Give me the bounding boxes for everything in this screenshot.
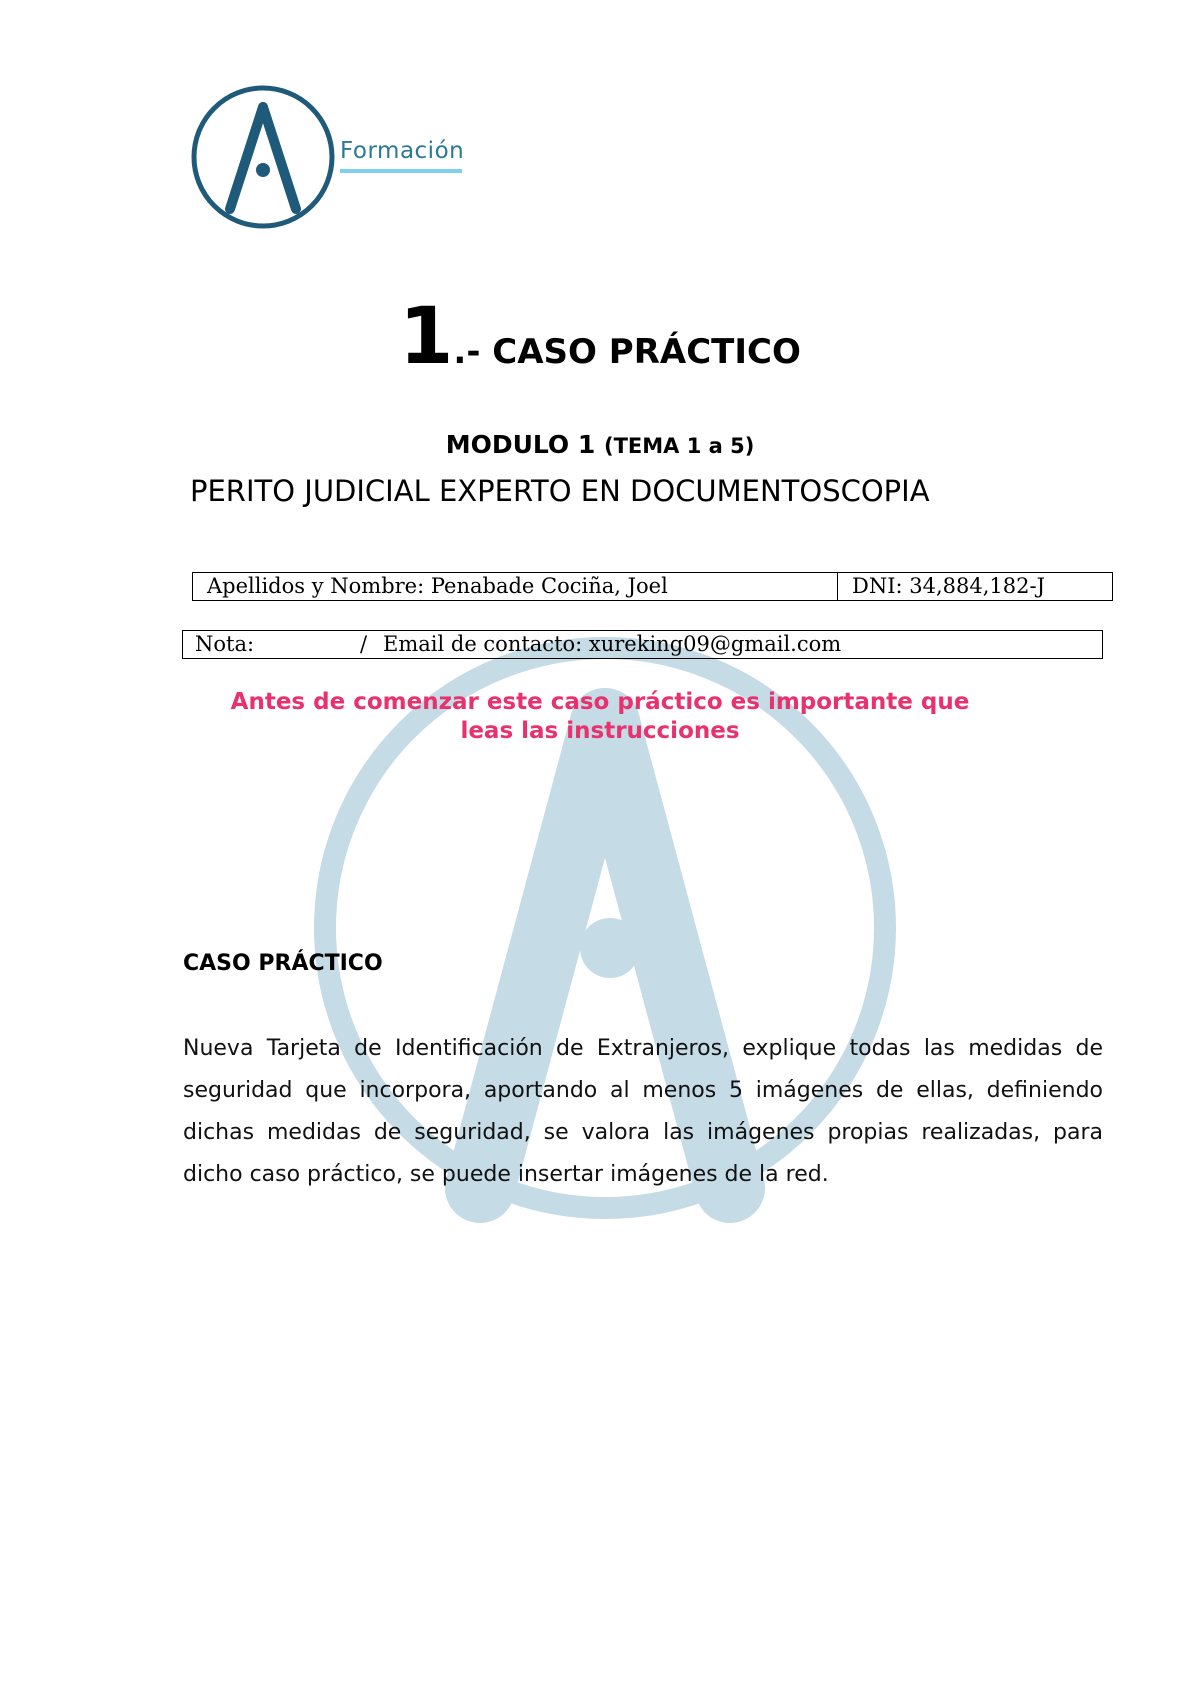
module-heading — [0, 430, 1200, 459]
warning-line-1: Antes de comenzar este caso práctico es importante que — [230, 689, 970, 715]
student-info-row — [192, 572, 1113, 601]
warning-line-2: leas las instrucciones — [460, 718, 740, 744]
logo-a-icon — [190, 82, 340, 232]
grade-slash: / — [360, 632, 368, 656]
module-label: MODULO 1 — [445, 430, 604, 459]
logo-underline — [340, 169, 462, 173]
logo-brand-text: Formación — [340, 138, 465, 164]
grade-label: Nota: — [195, 632, 255, 656]
module-topics: (TEMA 1 a 5) — [603, 434, 755, 458]
instructions-warning — [0, 688, 1200, 746]
title-text: .- CASO PRÁCTICO — [453, 332, 801, 372]
title-number: 1 — [399, 292, 454, 382]
course-title: PERITO JUDICIAL EXPERTO EN DOCUMENTOSCOPIA — [190, 474, 930, 508]
section-body: Nueva Tarjeta de Identificación de Extranjeros, explique todas las medidas de seguridad que incorpora, aportando al menos 5 imágenes de ellas, definiendo dichas medidas de seguridad, se valora las imágenes propias realizadas, para dicho caso práctico, se puede insertar imágenes de la red. — [183, 1036, 1103, 1187]
page-title — [0, 292, 1200, 382]
contact-email: Email de contacto: xureking09@gmail.com — [383, 632, 842, 656]
student-name: Apellidos y Nombre: Penabade Cociña, Joel — [193, 573, 838, 600]
student-dni: DNI: 34,884,182-J — [852, 574, 1046, 598]
grade-email-row — [182, 630, 1103, 659]
section-title: CASO PRÁCTICO — [183, 951, 383, 976]
